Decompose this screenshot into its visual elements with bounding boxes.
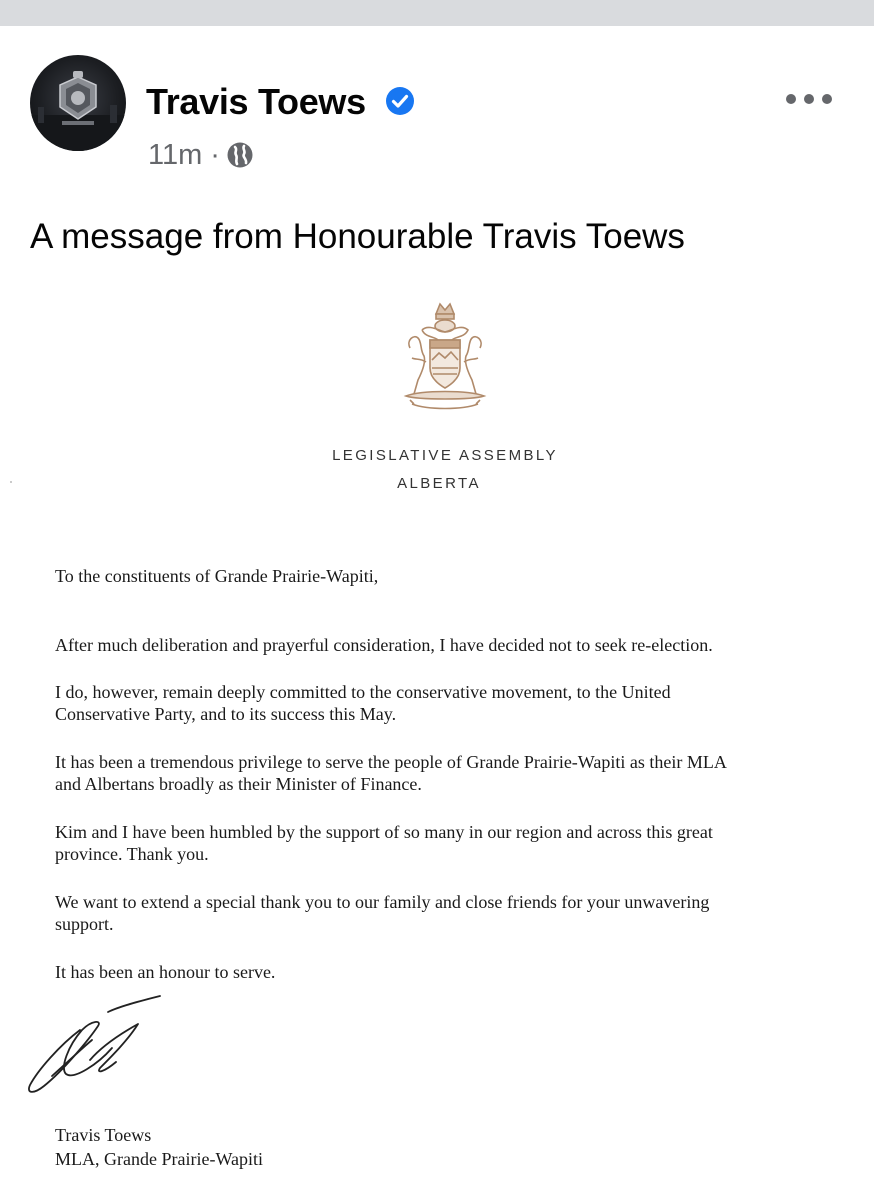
globe-icon xyxy=(226,141,254,169)
police-crest-icon xyxy=(30,55,126,151)
author-name[interactable]: Travis Toews xyxy=(146,81,366,122)
letter-paragraph: After much deliberation and prayerful consideration, I have decided not to seek re-election. xyxy=(55,635,713,655)
post-meta xyxy=(148,138,254,172)
meta-separator: · xyxy=(210,138,220,171)
verified-badge-icon xyxy=(385,86,415,116)
post-text: A message from Honourable Travis Toews xyxy=(30,217,685,256)
post-timestamp[interactable]: 11m xyxy=(148,138,203,171)
assembly-header-line1: LEGISLATIVE ASSEMBLY xyxy=(332,447,558,464)
alberta-coat-of-arms-icon xyxy=(392,300,498,414)
top-strip xyxy=(0,0,874,26)
signer-title: MLA, Grande Prairie-Wapiti xyxy=(55,1149,263,1169)
letter-salutation: To the constituents of Grande Prairie-Wapiti, xyxy=(55,566,379,586)
letter-paragraph: We want to extend a special thank you to our family and close friends for your unwavering support. xyxy=(55,892,710,934)
handwritten-signature xyxy=(20,990,170,1100)
scan-speck xyxy=(10,481,12,483)
letter-paragraph: I do, however, remain deeply committed to the conservative movement, to the United Conservative Party, and to its success this May. xyxy=(55,682,671,724)
signer-name: Travis Toews xyxy=(55,1125,152,1145)
more-options-icon[interactable] xyxy=(786,88,832,110)
author-avatar[interactable] xyxy=(30,55,126,151)
letter-paragraph: Kim and I have been humbled by the support of so many in our region and across this great province. Thank you. xyxy=(55,822,713,864)
letter-paragraph: It has been an honour to serve. xyxy=(55,962,276,982)
assembly-header-line2: ALBERTA xyxy=(397,475,481,492)
letter-paragraph: It has been a tremendous privilege to serve the people of Grande Prairie-Wapiti as their MLA and Albertans broadly as their Minister of Finance. xyxy=(55,752,727,794)
